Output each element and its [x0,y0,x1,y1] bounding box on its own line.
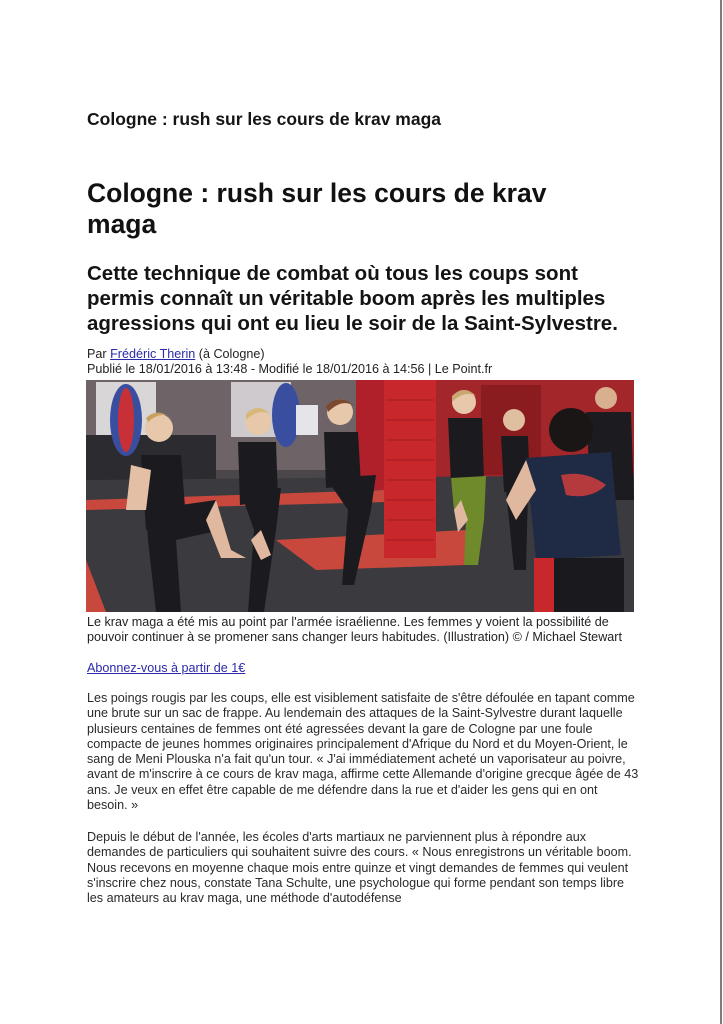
page-header: Cologne : rush sur les cours de krav maga [87,109,441,129]
subscribe-link[interactable]: Abonnez-vous à partir de 1€ [87,661,246,675]
author-line [87,347,492,362]
byline [87,347,492,377]
krav-maga-class-image [86,380,634,612]
byline-location: (à Cologne) [195,347,265,361]
article-photo [86,380,634,612]
author-link[interactable]: Frédéric Therin [110,347,196,361]
article-paragraph: Depuis le début de l'année, les écoles d'arts martiaux ne parviennent plus à répondre aux demandes de particuliers qui souhaitent suivre des cours. « Nous enregistrons un véritable boom. Nous recevons en moyenne chaque mois entre quinze et vingt demandes de femmes qui veulent s'inscrire chez nous, constate Tana Schulte, une psychologue qui forme pendant son temps libre les amateurs au krav maga, une méthode d'autodéfense [87,830,632,906]
publish-date: Publié le 18/01/2016 à 13:48 - Modifié le 18/01/2016 à 14:56 | Le Point.fr [87,362,493,376]
page-edge-border [720,0,722,1024]
subtitle: Cette technique de combat où tous les coups sont permis connaît un véritable boom après les multiples agressions qui ont eu lieu le soir de la Saint-Sylvestre. [87,262,618,335]
article-paragraph: Les poings rougis par les coups, elle est visiblement satisfaite de s'être défoulée en tapant comme une brute sur un sac de frappe. Au lendemain des attaques de la Saint-Sylvestre durant laquelle plusieurs centaines de femmes ont été agressées devant la gare de Cologne par une foule compacte de jeunes hommes originaires principalement d'Afrique du Nord et du Moyen-Orient, le sang de Meni Plouska n'a fait qu'un tour. « J'ai immédiatement acheté un vaporisateur au poivre, avant de m'inscrire à ce cours de krav maga, affirme cette Allemande d'origine grecque âgée de 43 ans. Je veux en effet être capable de me défendre dans la rue et d'aider les gens qui en ont besoin. » [87,691,639,813]
byline-prefix: Par [87,347,111,361]
photo-caption: Le krav maga a été mis au point par l'armée israélienne. Les femmes y voient la possibilité de pouvoir continuer à se promener sans changer leurs habitudes. (Illustration) © / Michael Stewart [87,615,622,644]
subscribe-block [87,661,245,676]
headline: Cologne : rush sur les cours de krav maga [87,178,547,239]
